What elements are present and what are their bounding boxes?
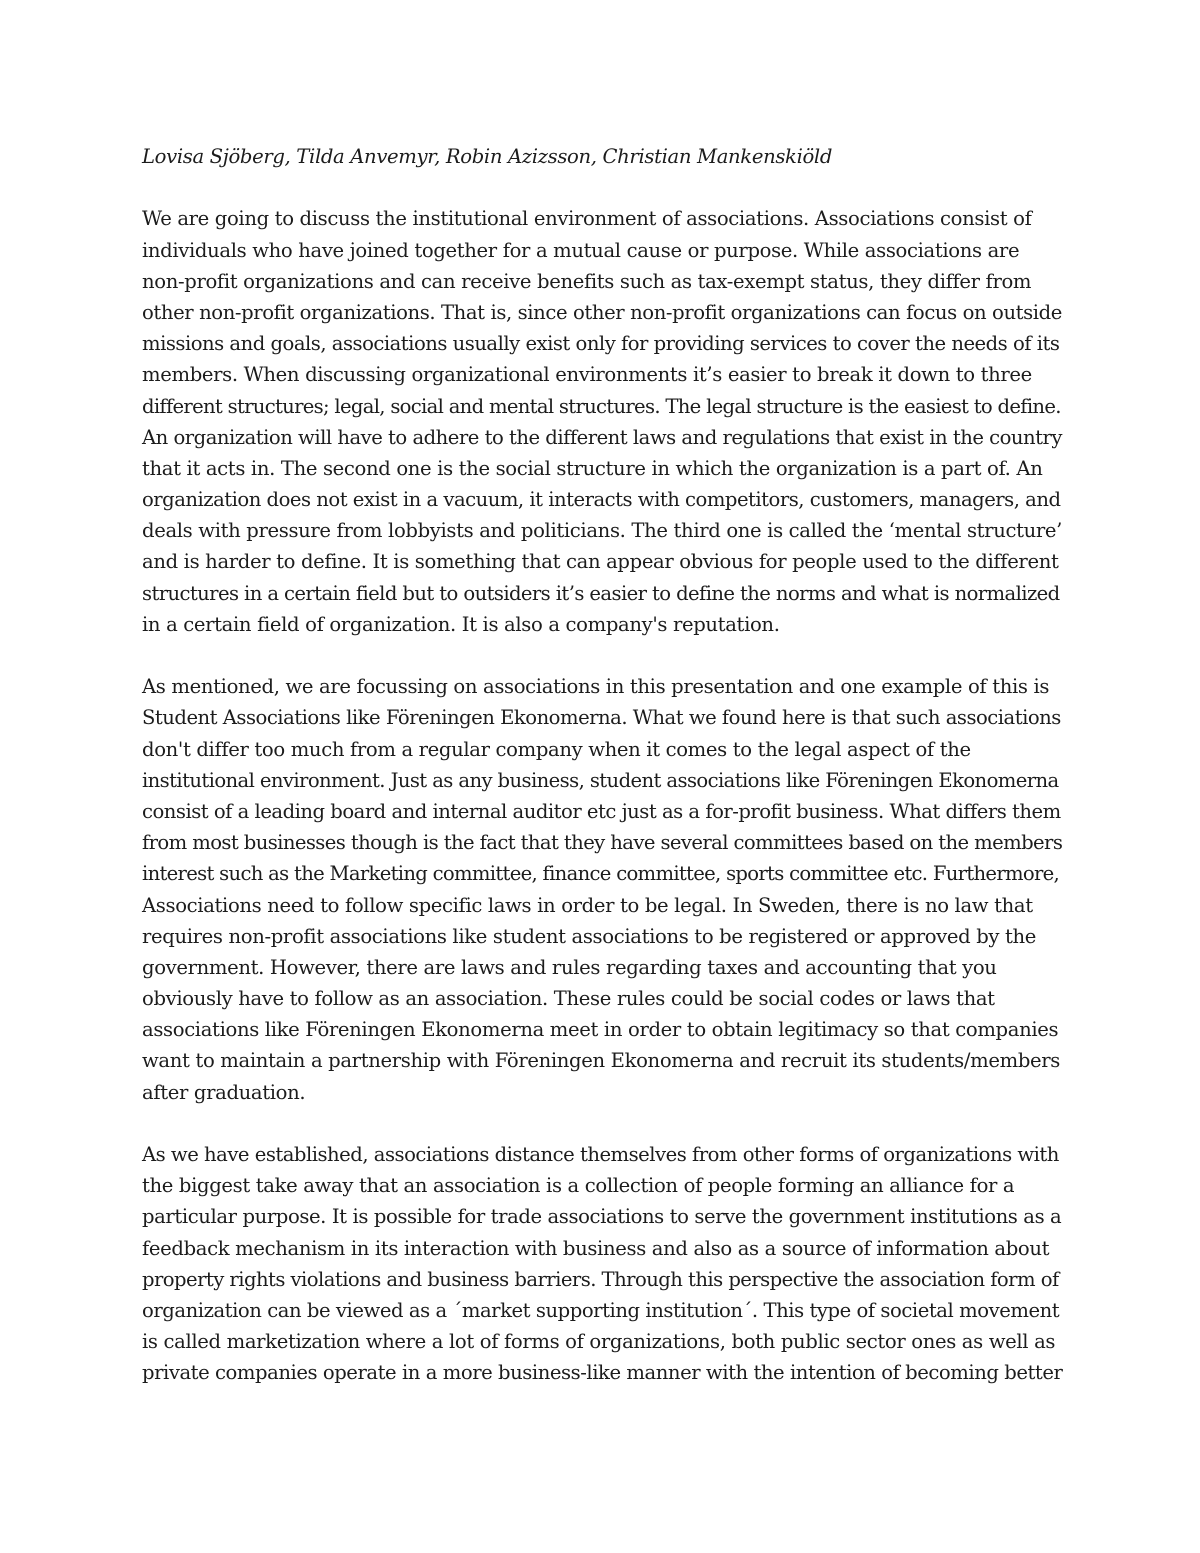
text-line: property rights violations and business barriers. Through this perspective the association form of [142,1267,1059,1291]
text-line: associations like Föreningen Ekonomerna meet in order to obtain legitimacy so that companies [142,1018,1059,1042]
text-line: don't differ too much from a regular company when it comes to the legal aspect of the [142,737,971,761]
text-line: want to maintain a partnership with Föreningen Ekonomerna and recruit its students/members [142,1049,1060,1073]
text-line: members. When discussing organizational environments it’s easier to break it down to three [142,363,1032,387]
text-line: the biggest take away that an association is a collection of people forming an alliance for a [142,1174,1015,1198]
text-line: Student Associations like Föreningen Ekonomerna. What we found here is that such associations [142,706,1061,730]
document-body [142,141,1062,1420]
text-line: requires non-profit associations like student associations to be registered or approved by the [142,924,1037,948]
text-line: organization does not exist in a vacuum, it interacts with competitors, customers, managers, and [142,488,1061,512]
text-line: As mentioned, we are focussing on associations in this presentation and one example of this is [142,675,1050,699]
text-line: from most businesses though is the fact that they have several committees based on the members [142,831,1063,855]
text-line: particular purpose. It is possible for trade associations to serve the government institutions as a [142,1205,1062,1229]
text-line: As we have established, associations distance themselves from other forms of organizations with [142,1143,1059,1167]
text-line: institutional environment. Just as any business, student associations like Föreningen Ekonomerna [142,768,1059,792]
text-line: missions and goals, associations usually exist only for providing services to cover the needs of its [142,332,1060,356]
text-line: and is harder to define. It is something that can appear obvious for people used to the different [142,550,1059,574]
paragraph-student-associations [142,671,1062,1108]
text-line: deals with pressure from lobbyists and politicians. The third one is called the ‘mental structure’ [142,519,1063,543]
text-line: obviously have to follow as an association. These rules could be social codes or laws that [142,987,995,1011]
text-line: after graduation. [142,1080,306,1104]
paragraph-institutional-environment [142,203,1062,640]
text-line: other non-profit organizations. That is, since other non-profit organizations can focus on outside [142,300,1062,324]
text-line: government. However, there are laws and rules regarding taxes and accounting that you [142,955,997,979]
text-line: structures in a certain field but to outsiders it’s easier to define the norms and what is normalized [142,581,1060,605]
text-line: in a certain field of organization. It is also a company's reputation. [142,612,780,636]
text-line: individuals who have joined together for a mutual cause or purpose. While associations are [142,238,1020,262]
text-line: feedback mechanism in its interaction with business and also as a source of information about [142,1236,1050,1260]
text-line: interest such as the Marketing committee, finance committee, sports committee etc. Furthermore, [142,862,1060,886]
text-line: private companies operate in a more business-like manner with the intention of becoming better [142,1361,1063,1385]
author-line: Lovisa Sjöberg, Tilda Anvemyr, Robin Azizsson, Christian Mankenskiöld [142,145,833,168]
text-line: consist of a leading board and internal auditor etc just as a for-profit business. What differs them [142,799,1061,823]
text-line: different structures; legal, social and mental structures. The legal structure is the easiest to define. [142,394,1061,418]
text-line: organization can be viewed as a ´market supporting institution´. This type of societal movement [142,1298,1060,1322]
text-line: that it acts in. The second one is the social structure in which the organization is a part of. An [142,456,1043,480]
text-line: An organization will have to adhere to the different laws and regulations that exist in the country [142,425,1062,449]
text-line: is called marketization where a lot of forms of organizations, both public sector ones as well as [142,1330,1056,1354]
text-line: non-profit organizations and can receive benefits such as tax-exempt status, they differ from [142,269,1032,293]
paragraph-marketization [142,1139,1062,1389]
text-line: We are going to discuss the institutional environment of associations. Associations consist of [142,207,1032,231]
text-line: Associations need to follow specific laws in order to be legal. In Sweden, there is no law that [142,893,1033,917]
